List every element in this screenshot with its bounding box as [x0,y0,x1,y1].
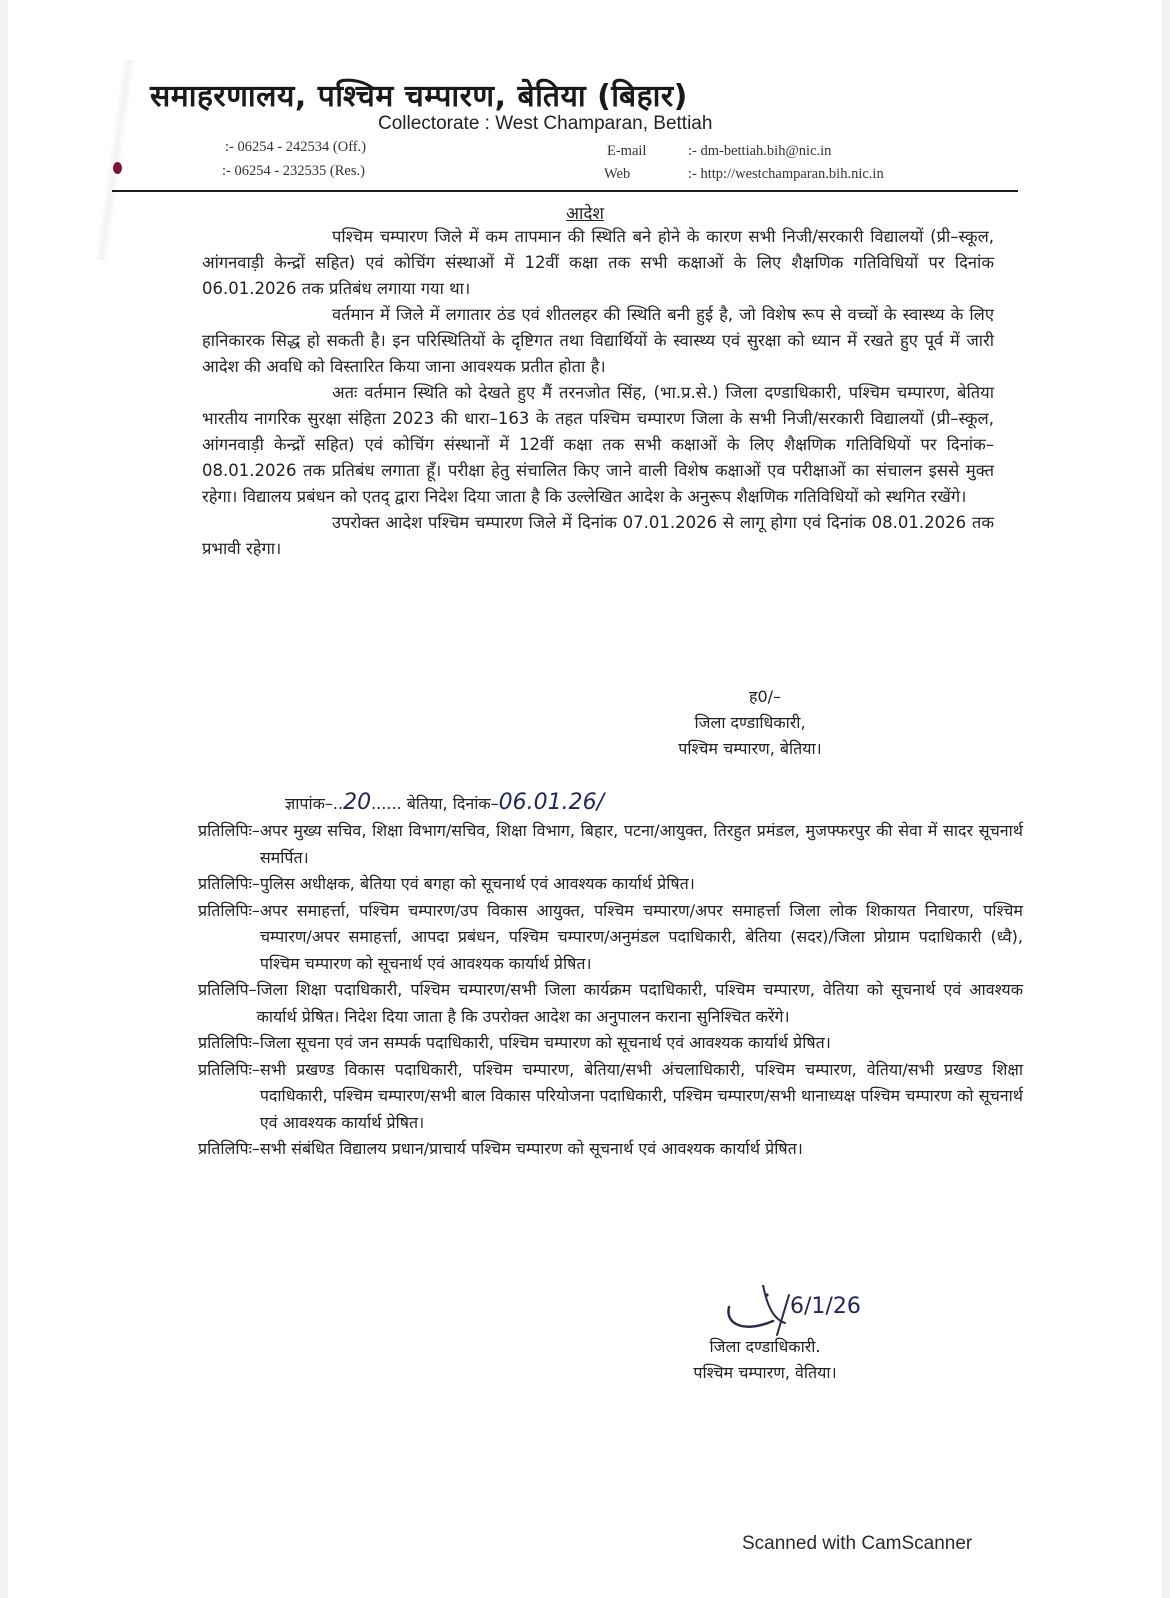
order-paragraph-1: पश्चिम चम्पारण जिले में कम तापमान की स्थिति बने होने के कारण सभी निजी/सरकारी विद्यालयों (प्री–स्कूल, आंगनवाड़ी केन्द्रों सहित) एवं कोचिंग संस्थाओं में 12वीं कक्षा तक सभी कक्षाओं के लिए शैक्षणिक गतिविधियों पर दिनांक 06.01.2026 तक प्रतिबंध लगाया गया था। [202,227,994,298]
signatory-designation: जिला दण्डाधिकारी, [694,713,806,732]
memo-place-date-label: बेतिया, दिनांक– [401,794,499,813]
memo-date: 06.01.26/ [498,790,605,815]
scan-fold-shadow [94,60,136,260]
email-label: E-mail [607,143,647,159]
letterhead-divider [112,190,1018,192]
signatory-office: पश्चिम चम्पारण, वेतिया। [693,1363,837,1382]
signed-mark: ह0/– [748,687,782,706]
letterhead-subtitle: Collectorate : West Champaran, Bettiah [378,113,713,134]
email-value: :- dm-bettiah.bih@nic.in [688,143,832,159]
copy-item [198,1136,1023,1163]
copy-label: प्रतिलिपिः– [198,874,260,893]
memo-number: 20 [343,790,372,815]
camscanner-watermark: Scanned with CamScanner [742,1533,973,1554]
signature-block-2 [650,1334,880,1386]
page-left-edge [0,0,8,1598]
signatory-office: पश्चिम चम्पारण, बेतिया। [678,739,822,758]
copy-label: प्रतिलिपिः– [198,821,260,840]
memo-line [285,790,604,815]
order-body [202,224,994,562]
copy-label: प्रतिलिपिः– [198,1139,260,1158]
memo-dots-2: ...... [371,794,402,813]
letterhead-title: समाहरणालय, पश्चिम चम्पारण, बेतिया (बिहार) [150,79,688,114]
copy-item [198,898,1023,978]
page-right-edge [1162,0,1170,1598]
order-paragraph-2: वर्तमान में जिले में लगातार ठंड एवं शीतलहर की स्थिति बनी हुई है, जो विशेष रूप से वच्चों के स्वास्थ्य के लिए हानिकारक सिद्ध हो सकती है। इन परिस्थितियों के दृष्टिगत तथा विद्यार्थियों के स्वास्थ्य एवं सुरक्षा को ध्यान में रखते हुए पूर्व में जारी आदेश की अवधि को विस्तारित किया जाना आवश्यक प्रतीत होता है। [202,305,994,376]
copy-text: जिला सूचना एवं जन सम्पर्क पदाधिकारी, पश्चिम चम्पारण को सूचनार्थ एवं आवश्यक कार्यार्थ प्रेषित। [259,1033,831,1052]
phone-office: :- 06254 - 242534 (Off.) [225,139,367,155]
web-value: :- http://westchamparan.bih.nic.in [688,166,884,182]
signature-date: 6/1/26 [790,1294,861,1319]
copy-item [198,1057,1023,1137]
order-paragraph-3: अतः वर्तमान स्थिति को देखते हुए मैं तरनजोत सिंह, (भा.प्र.से.) जिला दण्डाधिकारी, पश्चिम चम्पारण, बेतिया भारतीय नागरिक सुरक्षा संहिता 2023 की धारा–163 के तहत पश्चिम चम्पारण जिला के सभी निजी/सरकारी विद्यालयों (प्री–स्कूल, आंगनवाड़ी केन्द्रों सहित) एवं कोचिंग संस्थानों में 12वीं कक्षा तक सभी कक्षाओं के लिए शैक्षणिक गतिविधियों पर दिनांक– 08.01.2026 तक प्रतिबंध लगाता हूँ। परीक्षा हेतु संचालित किए जाने वाली विशेष कक्षाओं एव परीक्षाओं का संचालन इससे मुक्त रहेगा। विद्यालय प्रबंधन को एतद् द्वारा निदेश दिया जाता है कि उल्लेखित आदेश के अनुरूप शैक्षणिक गतिविधियों को स्थगित रखेंगे। [202,383,994,506]
copy-item [198,1030,1023,1057]
copy-label: प्रतिलिपिः– [198,900,260,920]
copy-item [198,977,1023,1030]
copy-list [198,818,1023,1163]
copy-label: प्रतिलिपिः– [198,1033,260,1052]
copy-text: सभी प्रखण्ड विकास पदाधिकारी, पश्चिम चम्पारण, बेतिया/सभी अंचलाधिकारी, पश्चिम चम्पारण, वेतिया/सभी प्रखण्ड शिक्षा पदाधिकारी, पश्चिम चम्पारण/सभी बाल विकास परियोजना पदाधिकारी, पश्चिम चम्पारण/सभी थानाध्यक्ष पश्चिम चम्पारण को सूचनार्थ एवं आवश्यक कार्यार्थ प्रेषित। [259,1059,1023,1132]
copy-text: अपर समाहर्त्ता, पश्चिम चम्पारण/उप विकास आयुक्त, पश्चिम चम्पारण/अपर समाहर्त्ता जिला लोक शिकायत निवारण, पश्चिम चम्पारण/अपर समाहर्त्ता, आपदा प्रबंधन, पश्चिम चम्पारण/अनुमंडल पदाधिकारी, बेतिया (सदर)/जिला प्रोग्राम पदाधिकारी (ध्वै), पश्चिम चम्पारण को सूचनार्थ एवं आवश्यक कार्यार्थ प्रेषित। [259,900,1023,973]
memo-dots: .. [332,794,344,813]
web-label: Web [604,166,631,182]
phone-residence: :- 06254 - 232535 (Res.) [222,163,365,179]
signature-block-1 [640,684,860,762]
copy-label: प्रतिलिपिः– [198,1059,260,1079]
order-paragraph-4: उपरोक्त आदेश पश्चिम चम्पारण जिले में दिनांक 07.01.2026 से लागू होगा एवं दिनांक 08.01.2026 तक प्रभावी रहेगा। [202,513,994,558]
copy-item [198,871,1023,898]
copy-text: सभी संबंधित विद्यालय प्रधान/प्राचार्य पश्चिम चम्पारण को सूचनार्थ एवं आवश्यक कार्यार्थ प्रेषित। [259,1139,803,1158]
copy-item [198,818,1023,871]
signatory-designation: जिला दण्डाधिकारी. [709,1337,821,1356]
memo-label: ज्ञापांक– [285,794,333,813]
punch-mark [113,162,122,174]
copy-label: प्रतिलिपि– [198,980,257,999]
copy-text: जिला शिक्षा पदाधिकारी, पश्चिम चम्पारण/सभी जिला कार्यक्रम पदाधिकारी, पश्चिम चम्पारण, वेतिया को सूचनार्थ एवं आवश्यक कार्यार्थ प्रेषित। निदेश दिया जाता है कि उपरोक्त आदेश का अनुपालन कराना सुनिश्चित करेंगे। [256,980,1023,1026]
copy-text: पुलिस अधीक्षक, बेतिया एवं बगहा को सूचनार्थ एवं आवश्यक कार्यार्थ प्रेषित। [259,874,695,893]
copy-text: अपर मुख्य सचिव, शिक्षा विभाग/सचिव, शिक्षा विभाग, बिहार, पटना/आयुक्त, तिरहुत प्रमंडल, मुजफ्फरपुर की सेवा में सादर सूचनार्थ समर्पित। [259,821,1023,867]
order-heading: आदेश [566,204,604,224]
